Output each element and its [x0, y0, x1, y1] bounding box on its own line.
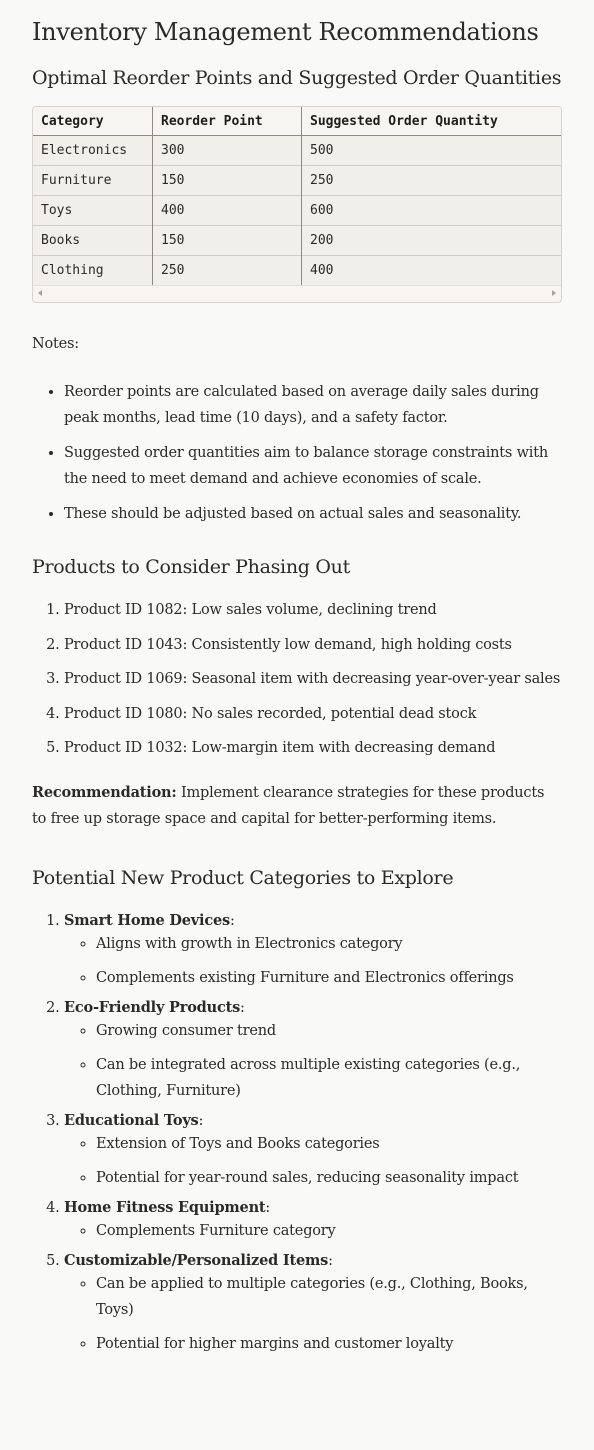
table-cell: 600 — [302, 196, 562, 226]
scroll-right-arrow-icon[interactable] — [552, 290, 556, 296]
list-item: • These should be adjusted based on actual sales and seasonality. — [64, 501, 562, 527]
list-item: ◦ Growing consumer trend — [96, 1018, 562, 1044]
table-cell: Furniture — [33, 166, 153, 196]
table-cell: 200 — [302, 226, 562, 256]
new-categories-list — [32, 908, 562, 1357]
list-item: 5. Product ID 1032: Low-margin item with decreasing demand — [64, 735, 562, 761]
table-row — [33, 226, 561, 256]
category-points — [64, 1018, 562, 1104]
notes-title: Notes: — [32, 336, 79, 352]
category-name: Smart Home Devices — [64, 912, 230, 929]
category-points — [64, 1271, 562, 1357]
list-item: ◦ Complements Furniture category — [96, 1218, 562, 1244]
table-cell: 150 — [153, 166, 302, 196]
category-points — [64, 1218, 562, 1244]
column-header-reorder-point: Reorder Point — [153, 107, 302, 136]
list-item: ◦ Extension of Toys and Books categories — [96, 1131, 562, 1157]
list-item: ◦ Potential for year-round sales, reducing seasonality impact — [96, 1165, 562, 1191]
table-cell: 400 — [153, 196, 302, 226]
list-item: ◦ Complements existing Furniture and Electronics offerings — [96, 965, 562, 991]
page-title: Inventory Management Recommendations — [32, 18, 539, 46]
list-item: 3. Product ID 1069: Seasonal item with decreasing year-over-year sales — [64, 666, 562, 692]
column-header-suggested-quantity: Suggested Order Quantity — [302, 107, 562, 136]
table-cell: Books — [33, 226, 153, 256]
table-cell: Toys — [33, 196, 153, 226]
list-item: 4. Home Fitness Equipment: ◦ Complements Furniture category — [64, 1195, 562, 1244]
category-name: Educational Toys — [64, 1112, 199, 1129]
recommendation-text: Implement clearance strategies for these products to free up storage space and capital for better-performing items. — [32, 785, 545, 827]
category-points — [64, 931, 562, 991]
category-name: Home Fitness Equipment — [64, 1199, 266, 1216]
table-cell: 250 — [302, 166, 562, 196]
table-header-row — [33, 107, 561, 136]
table-row — [33, 136, 561, 166]
list-item: ◦ Can be applied to multiple categories (e.g., Clothing, Books, Toys) — [96, 1271, 562, 1323]
recommendation-label: Recommendation: — [32, 784, 177, 801]
list-item: ◦ Potential for higher margins and customer loyalty — [96, 1331, 562, 1357]
list-item: • Reorder points are calculated based on average daily sales during peak months, lead time (10 days), and a safety factor. — [64, 379, 562, 431]
list-item: ◦ Can be integrated across multiple existing categories (e.g., Clothing, Furniture) — [96, 1052, 562, 1104]
list-item: • Suggested order quantities aim to balance storage constraints with the need to meet demand and achieve economies of scale. — [64, 440, 562, 492]
table-row — [33, 196, 561, 226]
table-cell: 400 — [302, 256, 562, 286]
list-item: 5. Customizable/Personalized Items: ◦ Can be applied to multiple categories (e.g., Clothing, Books, Toys) ◦ Potential for higher margins and customer loyalty — [64, 1248, 562, 1357]
list-item: 2. Product ID 1043: Consistently low demand, high holding costs — [64, 632, 562, 658]
reorder-heading: Optimal Reorder Points and Suggested Order Quantities — [32, 67, 562, 89]
list-item: 4. Product ID 1080: No sales recorded, potential dead stock — [64, 701, 562, 727]
table-cell: 300 — [153, 136, 302, 166]
new-categories-heading: Potential New Product Categories to Explore — [32, 867, 454, 889]
list-item: 1. Smart Home Devices: ◦ Aligns with growth in Electronics category ◦ Complements existing Furniture and Electronics offerings — [64, 908, 562, 991]
category-name: Customizable/Personalized Items — [64, 1252, 329, 1269]
phase-out-list — [32, 597, 562, 761]
list-item: 1. Product ID 1082: Low sales volume, declining trend — [64, 597, 562, 623]
table-cell: 250 — [153, 256, 302, 286]
phase-out-heading: Products to Consider Phasing Out — [32, 556, 350, 578]
recommendation-paragraph — [32, 780, 562, 832]
reorder-table-container — [32, 106, 562, 303]
table-cell: Electronics — [33, 136, 153, 166]
scroll-left-arrow-icon[interactable] — [38, 290, 42, 296]
table-cell: 150 — [153, 226, 302, 256]
category-name: Eco-Friendly Products — [64, 999, 241, 1016]
list-item: ◦ Aligns with growth in Electronics category — [96, 931, 562, 957]
table-row — [33, 166, 561, 196]
category-points — [64, 1131, 562, 1191]
list-item: 3. Educational Toys: ◦ Extension of Toys and Books categories ◦ Potential for year-round sales, reducing seasonality impact — [64, 1108, 562, 1191]
list-item: 2. Eco-Friendly Products: ◦ Growing consumer trend ◦ Can be integrated across multiple existing categories (e.g., Clothing, Furniture) — [64, 995, 562, 1104]
table-row — [33, 256, 561, 286]
reorder-table — [33, 107, 561, 285]
table-cell: Clothing — [33, 256, 153, 286]
table-cell: 500 — [310, 143, 334, 158]
notes-list — [32, 379, 562, 527]
column-header-category: Category — [33, 107, 153, 136]
horizontal-scrollbar[interactable] — [33, 285, 561, 302]
